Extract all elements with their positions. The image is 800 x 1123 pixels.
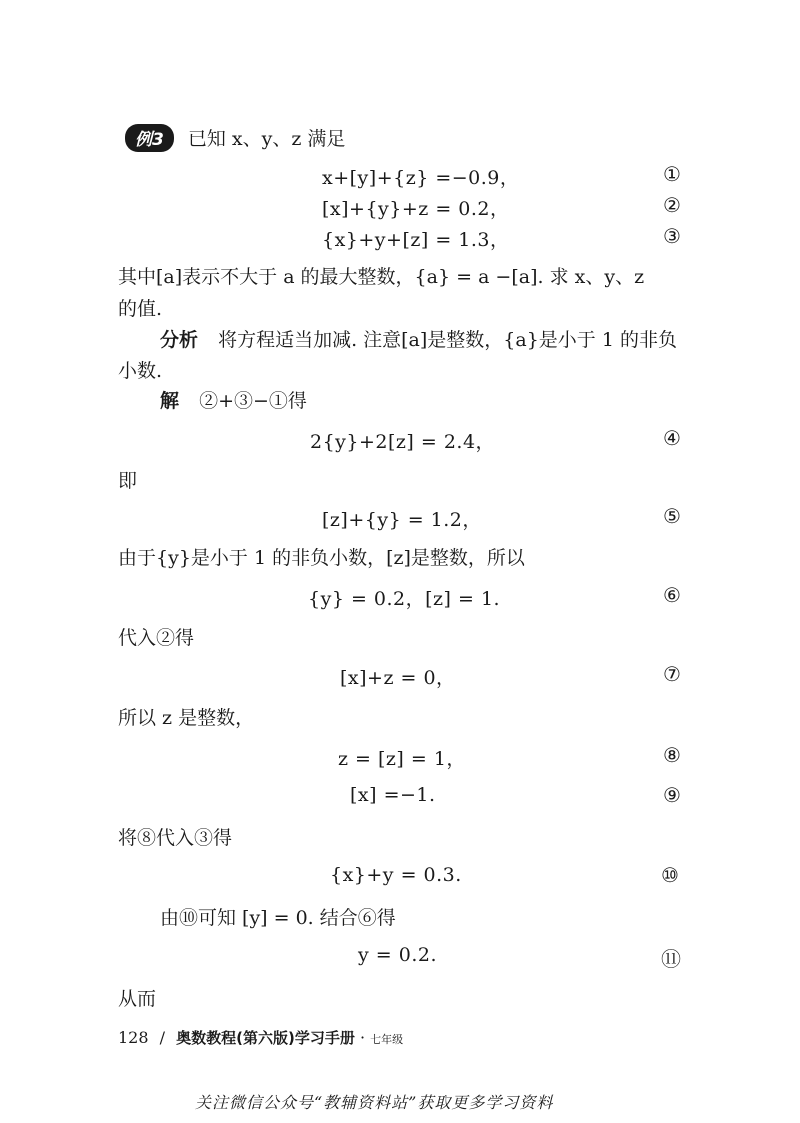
equation-number-10: ⑩ bbox=[661, 863, 679, 887]
equation-9: [x] =−1. bbox=[350, 784, 436, 806]
grade-label: 七年级 bbox=[370, 1033, 404, 1046]
solution-intro bbox=[160, 386, 307, 413]
solution-intro-text: ②+③−①得 bbox=[199, 390, 307, 412]
analysis-paragraph bbox=[160, 325, 677, 352]
analysis-text: 将方程适当加减. 注意[a]是整数，{a}是小于 1 的非负 bbox=[218, 329, 677, 351]
book-title: 奥数教程(第六版)学习手册 bbox=[176, 1029, 355, 1047]
equation-4: 2{y}+2[z] = 2.4， bbox=[310, 431, 496, 453]
page-footer bbox=[118, 1027, 403, 1048]
equation-number-5: ⑤ bbox=[663, 504, 681, 528]
solution-label: 解 bbox=[160, 390, 180, 412]
solution-text-2: 代入②得 bbox=[118, 627, 195, 649]
equation-11: y = 0.2. bbox=[358, 944, 437, 966]
watermark-text: 关注微信公众号“教辅资料站”获取更多学习资料 bbox=[195, 1093, 554, 1112]
equation-number-7: ⑦ bbox=[663, 662, 681, 686]
equation-number-6: ⑥ bbox=[663, 583, 681, 607]
solution-text-3: 所以 z 是整数， bbox=[118, 707, 255, 729]
equation-5: [z]+{y} = 1.2， bbox=[322, 509, 482, 531]
solution-text-5: 由⑩可知 [y] = 0. 结合⑥得 bbox=[160, 907, 396, 929]
footer-slash: / bbox=[159, 1028, 166, 1047]
equation-number-8: ⑧ bbox=[663, 743, 681, 767]
equation-number-1: ① bbox=[663, 162, 681, 186]
solution-text-6: 从而 bbox=[118, 988, 157, 1010]
solution-text-1: 由于{y}是小于 1 的非负小数，[z]是整数，所以 bbox=[118, 547, 525, 569]
example-statement: 已知 x、y、z 满足 bbox=[187, 128, 346, 150]
condition-line-1: 其中[a]表示不大于 a 的最大整数，{a} = a −[a]. 求 x、y、z bbox=[118, 266, 645, 288]
analysis-label: 分析 bbox=[160, 329, 199, 351]
equation-10: {x}+y = 0.3. bbox=[330, 864, 462, 886]
equation-number-3: ③ bbox=[663, 224, 681, 248]
equation-2: [x]+{y}+z = 0.2， bbox=[322, 198, 510, 220]
equation-number-4: ④ bbox=[663, 426, 681, 450]
equation-3: {x}+y+[z] = 1.3， bbox=[322, 229, 510, 251]
example-badge: 例3 bbox=[125, 124, 174, 152]
equation-number-11: ⑪ bbox=[661, 947, 681, 971]
solution-text-4: 将⑧代入③得 bbox=[118, 827, 233, 849]
analysis-line-2: 小数. bbox=[118, 360, 163, 382]
footer-dot: · bbox=[359, 1028, 366, 1047]
equation-8: z = [z] = 1， bbox=[338, 748, 466, 770]
page-number: 128 bbox=[118, 1028, 149, 1047]
equation-6: {y} = 0.2，[z] = 1. bbox=[308, 588, 501, 610]
equation-7: [x]+z = 0， bbox=[340, 667, 456, 689]
text-ji: 即 bbox=[118, 470, 138, 492]
equation-1: x+[y]+{z} =−0.9， bbox=[322, 167, 520, 189]
equation-number-2: ② bbox=[663, 193, 681, 217]
equation-number-9: ⑨ bbox=[663, 783, 681, 807]
condition-line-2: 的值. bbox=[118, 298, 163, 320]
example-header bbox=[125, 124, 345, 152]
